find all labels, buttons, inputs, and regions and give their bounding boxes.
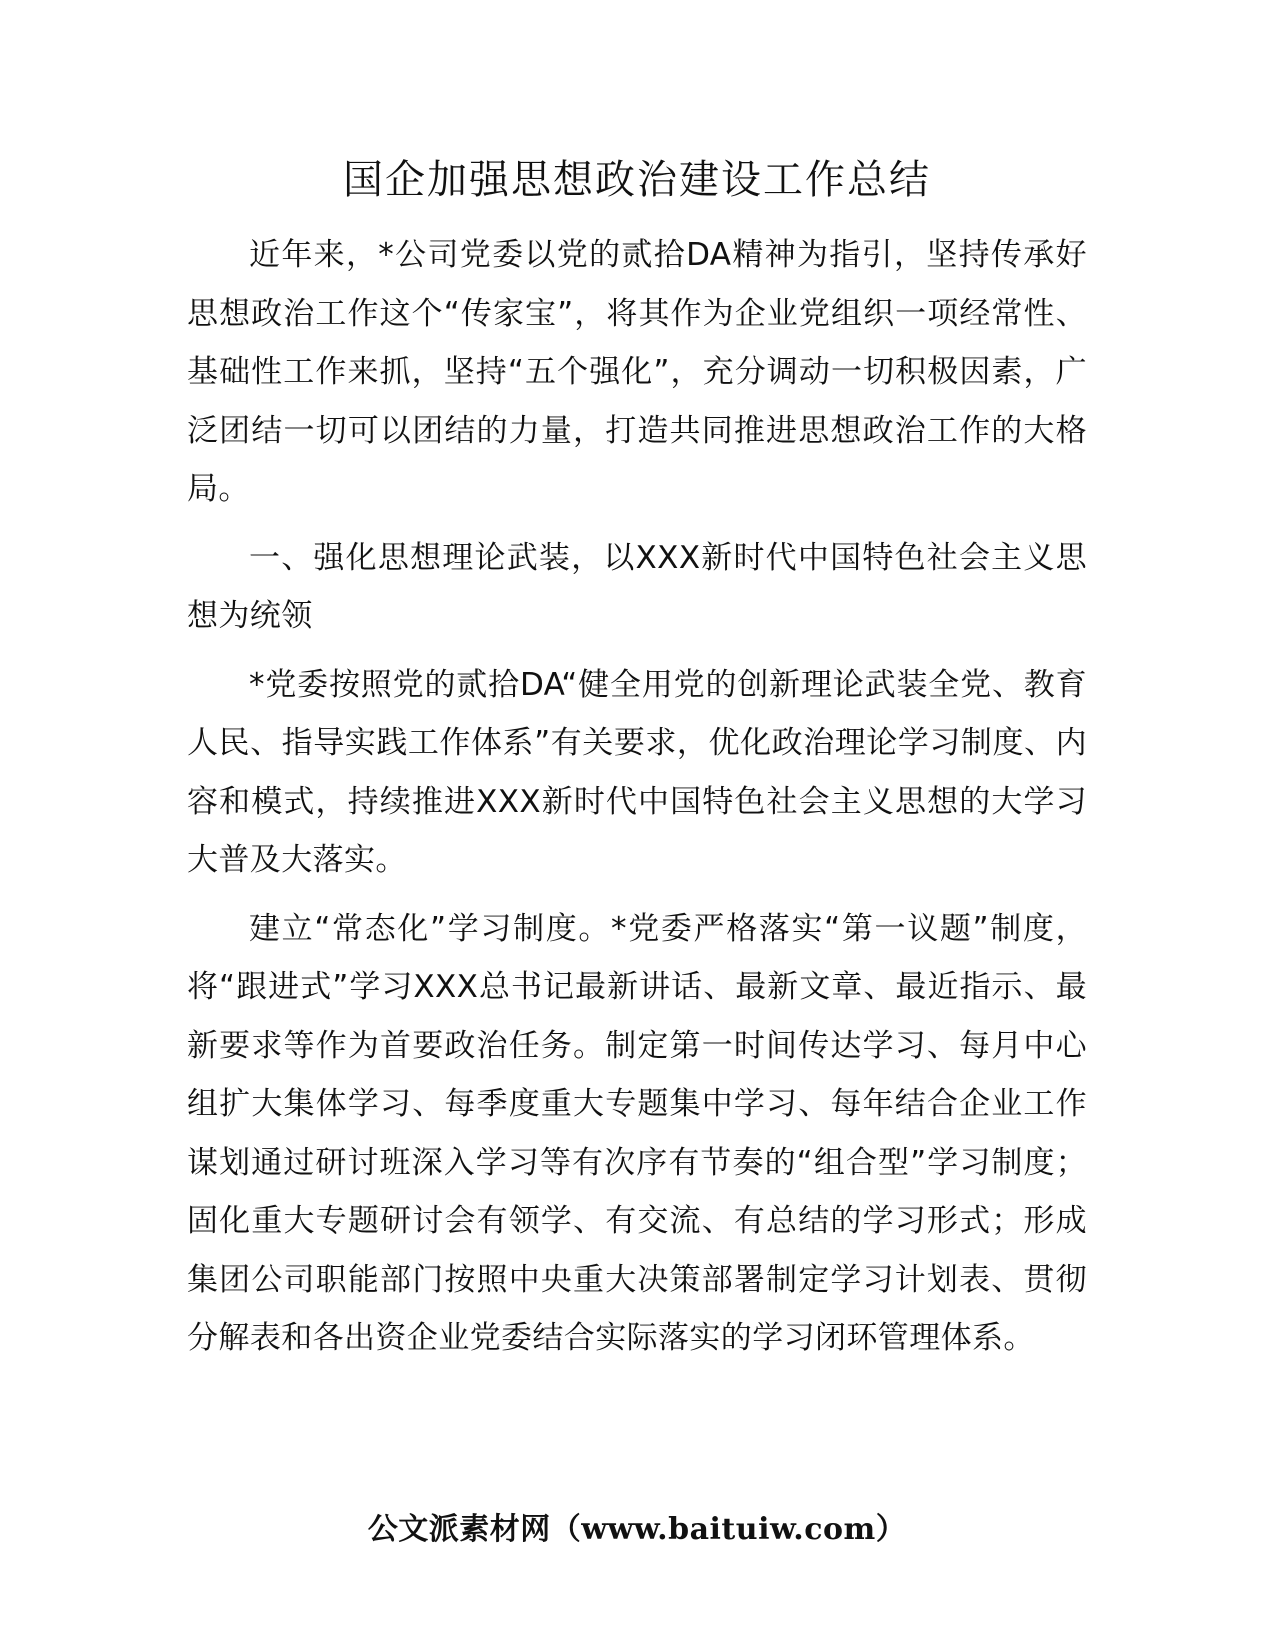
section-paragraph: 建立“常态化”学习制度。*党委严格落实“第一议题”制度，将“跟进式”学习XXX总书记最新讲话、最新文章、最近指示、最新要求等作为首要政治任务。制定第一时间传达学习、每月中心组扩大集体学习、每季度重大专题集中学习、每年结合企业工作谋划通过研讨班深入学习等有次序有节奏的“组合型”学习制度；固化重大专题研讨会有领学、有交流、有总结的学习形式；形成集团公司职能部门按照中央重大决策部署制定学习计划表、贯彻分解表和各出资企业党委结合实际落实的学习闭环管理体系。 — [187, 910, 1087, 1356]
intro-paragraph: 近年来，*公司党委以党的贰拾DA精神为指引，坚持传承好思想政治工作这个“传家宝”，将其作为企业党组织一项经常性、基础性工作来抓，坚持“五个强化”，充分调动一切积极因素，广泛团结一切可以团结的力量，打造共同推进思想政治工作的大格局。 — [187, 237, 1087, 507]
section-heading: 一、强化思想理论武装，以XXX新时代中国特色社会主义思想为统领 — [187, 539, 1087, 634]
document-title: 国企加强思想政治建设工作总结 — [343, 157, 931, 203]
footer-watermark: 公文派素材网（www.baituiw.com） — [367, 1512, 907, 1547]
document-body — [187, 226, 1087, 1378]
section-paragraph: *党委按照党的贰拾DA“健全用党的创新理论武装全党、教育人民、指导实践工作体系”有关要求，优化政治理论学习制度、内容和模式，持续推进XXX新时代中国特色社会主义思想的大学习大普及大落实。 — [187, 666, 1087, 878]
document-page — [187, 0, 1087, 1650]
